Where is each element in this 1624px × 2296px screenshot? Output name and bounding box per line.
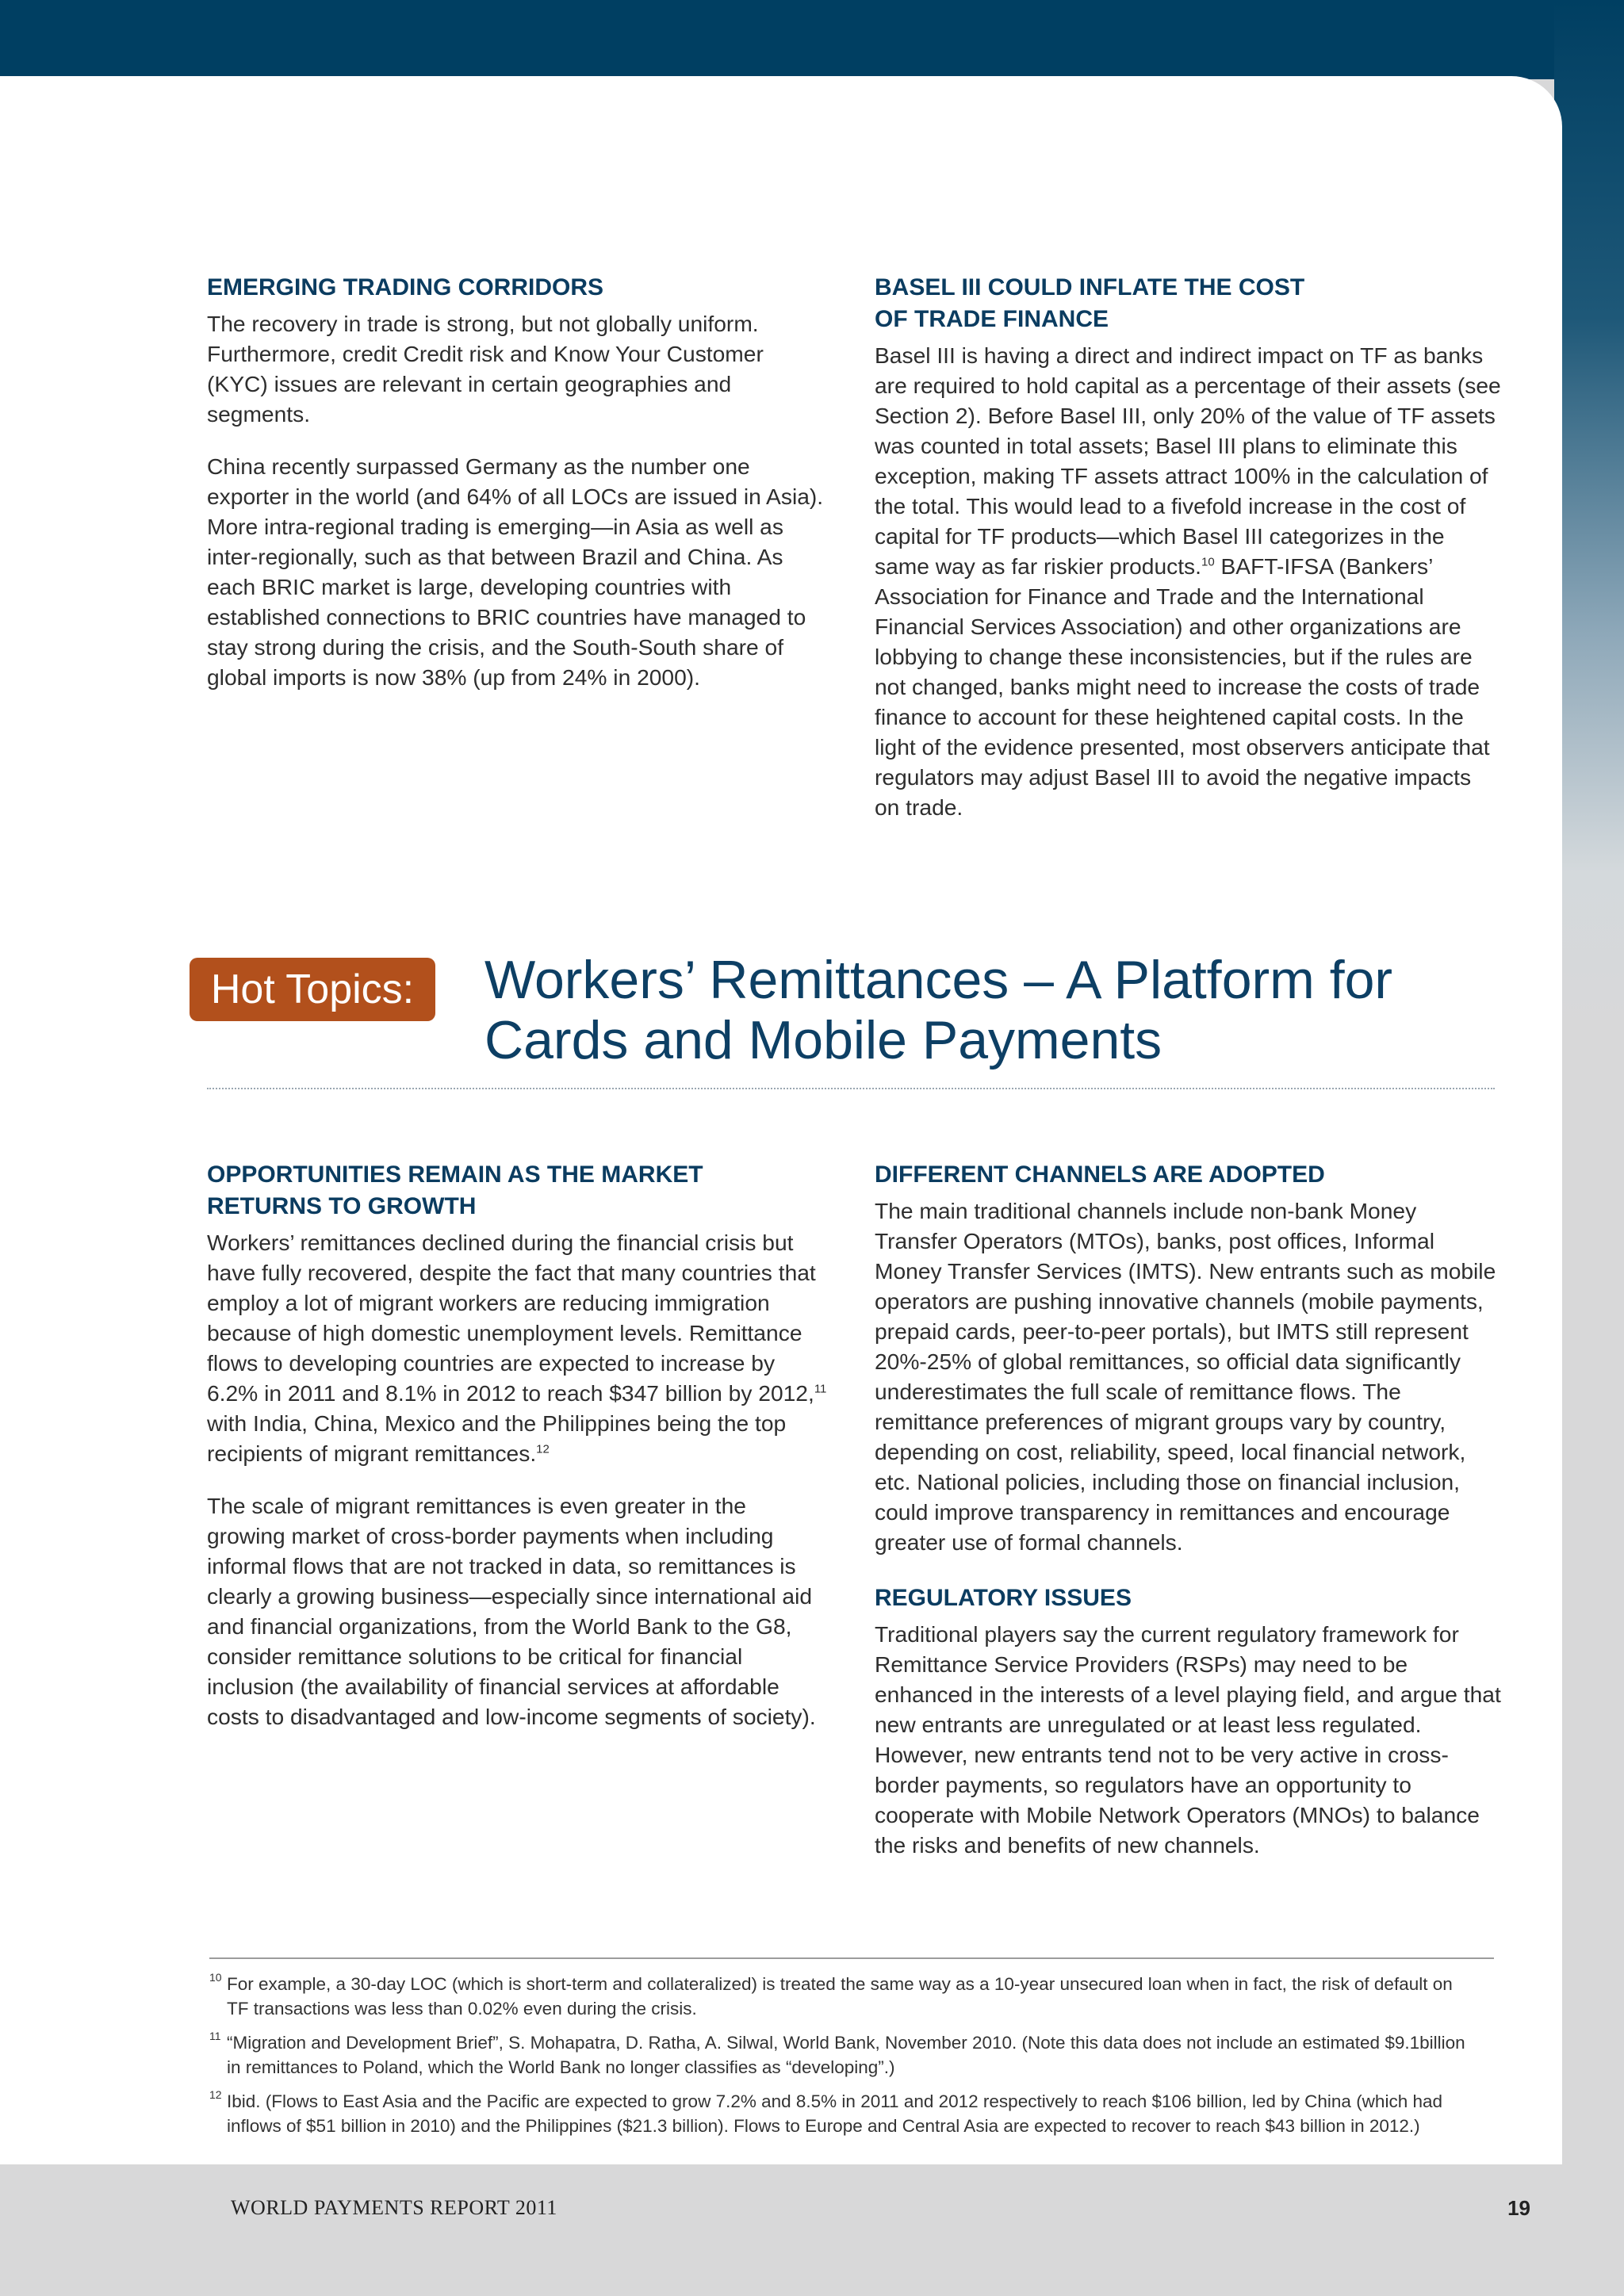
- footnote-text: “Migration and Development Brief”, S. Mohapatra, D. Ratha, A. Silwal, World Bank, November 2010. (Note this data does not include an estimated $9.1billion in remittances to Poland, which the World Bank no longer classifies as “developing”.): [227, 2033, 1465, 2077]
- footnote: [209, 2089, 1478, 2138]
- footnote-ref: 11: [814, 1382, 827, 1396]
- footnote-number: 12: [209, 2088, 222, 2101]
- section-basel-iii: [875, 272, 1501, 822]
- hot-topics-title: [485, 950, 1515, 1070]
- heading-line: OPPORTUNITIES REMAIN AS THE MARKET: [207, 1161, 703, 1188]
- paragraph: [207, 1227, 829, 1468]
- title-line: Workers’ Remittances – A Platform for: [485, 950, 1393, 1010]
- footnote: [209, 1972, 1478, 2021]
- section-divider: [207, 1088, 1495, 1089]
- footnote-text: Ibid. (Flows to East Asia and the Pacific are expected to grow 7.2% and 8.5% in 2011 and 2012 respectively to reach $106 billion, led by China (which had inflows of $51 billion in 2010) and the Philippines ($21.3 billion). Flows to Europe and Central Asia are expected to recover to reach $43 billion in 2012.): [227, 2091, 1442, 2136]
- side-gradient-strip: [1554, 0, 1624, 2164]
- footnote-number: 10: [209, 1971, 222, 1984]
- text-run: Basel III is having a direct and indirect impact on TF as banks are required to hold capital as a percentage of their assets (see Section 2). Before Basel III, only 20% of the value of TF assets was counted in total assets; Basel III plans to eliminate this exception, making TF assets attract 100% in the calculation of the total. This would lead to a fivefold increase in the cost of capital for TF products—which Basel III categorizes in the same way as far riskier products.: [875, 342, 1501, 579]
- footnote-ref: 12: [536, 1442, 550, 1456]
- heading-line: OF TRADE FINANCE: [875, 306, 1109, 332]
- report-title: WORLD PAYMENTS REPORT 2011: [231, 2196, 557, 2219]
- text-run: with India, China, Mexico and the Philippines being the top recipients of migrant remittances.: [207, 1410, 787, 1466]
- section-emerging-trading-corridors: [207, 272, 829, 692]
- footnote-number: 11: [209, 2030, 221, 2042]
- section-heading: EMERGING TRADING CORRIDORS: [207, 274, 604, 300]
- section-heading: DIFFERENT CHANNELS ARE ADOPTED: [875, 1161, 1325, 1188]
- paragraph: China recently surpassed Germany as the number one exporter in the world (and 64% of all LOCs are issued in Asia). More intra-regional trading is emerging—in Asia as well as inter-regionally, such as that between Brazil and China. As each BRIC market is large, developing countries with established connections to BRIC countries have managed to stay strong during the crisis, and the South-South share of global imports is now 38% (up from 24% in 2000).: [207, 453, 824, 690]
- section-heading: [207, 1159, 829, 1223]
- text-run: Workers’ remittances declined during the financial crisis but have fully recovered, despite the fact that many countries that employ a lot of migrant workers are reducing immigration because of high domestic unemployment levels. Remittance flows to developing countries are expected to increase by 6.2% in 2011 and 8.1% in 2012 to reach $347 billion by 2012,: [207, 1230, 816, 1406]
- section-heading: [875, 272, 1501, 335]
- heading-line: BASEL III COULD INFLATE THE COST: [875, 274, 1305, 300]
- title-line: Cards and Mobile Payments: [485, 1010, 1162, 1070]
- footnote: [209, 2030, 1478, 2080]
- heading-line: RETURNS TO GROWTH: [207, 1193, 477, 1219]
- hot-topics-badge: Hot Topics:: [190, 958, 435, 1021]
- paragraph: Traditional players say the current regulatory framework for Remittance Service Providers (RSPs) may need to be enhanced in the interests of a level playing field, and argue that new entrants are unregulated or at least less regulated. However, new entrants tend not to be very active in cross-border payments, so regulators have an opportunity to cooperate with Mobile Network Operators (MNOs) to balance the risks and benefits of new channels.: [875, 1621, 1501, 1858]
- section-heading: REGULATORY ISSUES: [875, 1585, 1132, 1611]
- footnotes: [209, 1972, 1478, 2148]
- footnote-divider: [209, 1957, 1494, 1959]
- page-number: 19: [1507, 2196, 1530, 2220]
- footnote-text: For example, a 30-day LOC (which is short-term and collateralized) is treated the same way as a 10-year unsecured loan when in fact, the risk of default on TF transactions was less than 0.02% even during the crisis.: [227, 1974, 1453, 2019]
- section-opportunities: [207, 1159, 829, 1732]
- section-channels: [875, 1159, 1501, 1860]
- footnote-ref: 10: [1201, 555, 1215, 569]
- footer-band: [0, 2164, 1624, 2296]
- text-run: BAFT-IFSA (Bankers’ Association for Finance and Trade and the International Financial Services Association) and other organizations are lobbying to change these inconsistencies, but if the rules are not changed, banks might need to increase the costs of trade finance to account for these heightened capital costs. In the light of the evidence presented, most observers anticipate that regulators may adjust Basel III to avoid the negative impacts on trade.: [875, 553, 1490, 820]
- paragraph: The scale of migrant remittances is even greater in the growing market of cross-border payments when including informal flows that are not tracked in data, so remittances is clearly a growing business—especially since international aid and financial organizations, from the World Bank to the G8, consider remittance solutions to be critical for financial inclusion (the availability of financial services at affordable costs to disadvantaged and low-income segments of society).: [207, 1493, 816, 1729]
- paragraph: The recovery in trade is strong, but not globally uniform. Furthermore, credit Credit risk and Know Your Customer (KYC) issues are relevant in certain geographies and segments.: [207, 311, 764, 427]
- paragraph: [875, 340, 1501, 822]
- paragraph: The main traditional channels include non-bank Money Transfer Operators (MTOs), banks, post offices, Informal Money Transfer Services (IMTS). New entrants such as mobile operators are pushing innovative channels (mobile payments, prepaid cards, peer-to-peer portals), but IMTS still represent 20%-25% of global remittances, so official data significantly underestimates the full scale of remittance flows. The remittance preferences of migrant groups vary by country, depending on cost, reliability, speed, local financial network, etc. National policies, including those on financial inclusion, could improve transparency in remittances and encourage greater use of formal channels.: [875, 1198, 1496, 1555]
- header-band: [0, 0, 1624, 79]
